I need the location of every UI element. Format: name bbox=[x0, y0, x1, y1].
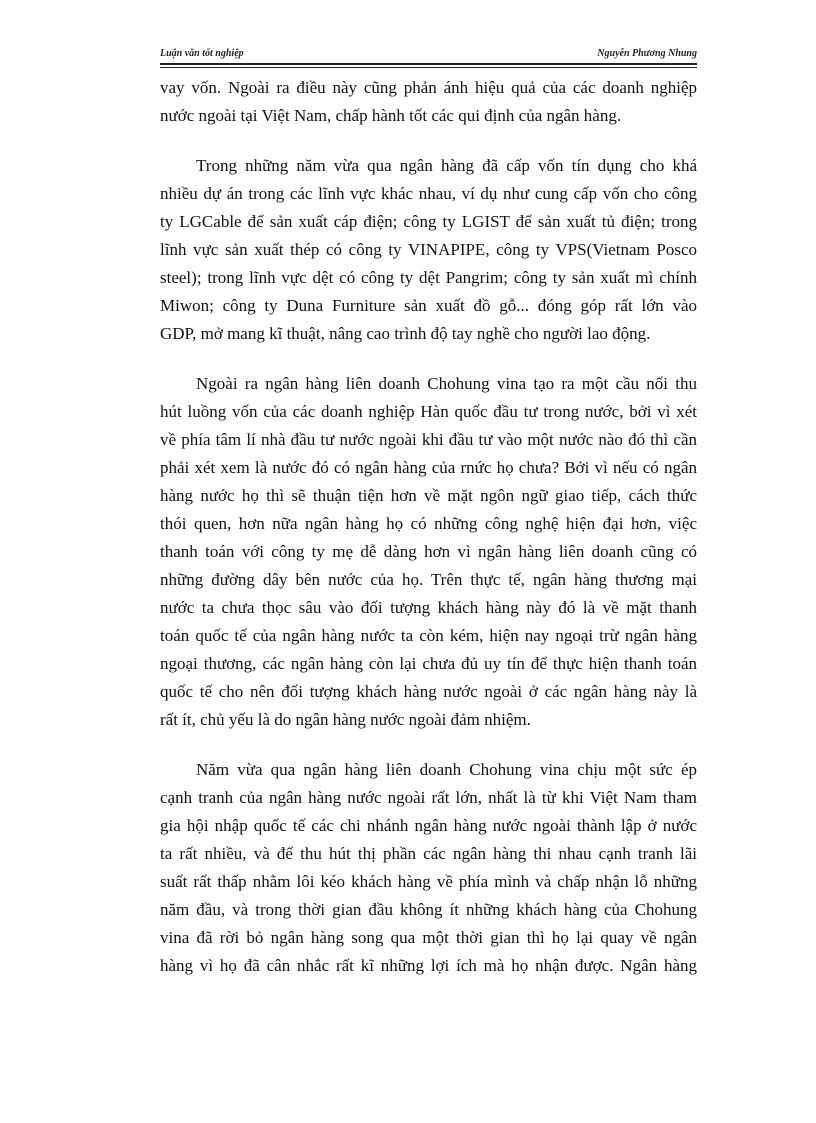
text-line: về phía tâm lí nhà đầu tư nước ngoài khi đầu tư vào một nước nào đó thì cần bbox=[160, 430, 697, 449]
text-line: steel); trong lĩnh vực dệt có công ty dệt Pangrim; công ty sản xuất mì chính bbox=[160, 268, 697, 287]
text-line: Miwon; công ty Duna Furniture sản xuất đồ gỗ... đóng góp rất lớn vào bbox=[160, 296, 697, 315]
text-line: phải xét xem là nước đó có ngân hàng của rnức họ chưa? Bởi vì nếu có ngân bbox=[160, 458, 697, 477]
text-line: cạnh tranh của ngân hàng nước ngoài rất lớn, nhất là từ khi Việt Nam tham bbox=[160, 788, 697, 807]
text-line: lĩnh vực sản xuất thép có công ty VINAPIPE, công ty VPS(Vietnam Posco bbox=[160, 240, 697, 259]
paragraph-1 bbox=[160, 74, 697, 130]
text-line: Ngoài ra ngân hàng liên doanh Chohung vina tạo ra một cầu nối thu bbox=[196, 374, 697, 393]
text-line: hàng nước họ thì sẽ thuận tiện hơn về mặt ngôn ngữ giao tiếp, cách thức bbox=[160, 486, 697, 505]
text-line: toán quốc tế của ngân hàng nước ta còn kém, hiện nay ngoại trừ ngân hàng bbox=[160, 626, 697, 645]
text-line: rất ít, chủ yếu là do ngân hàng nước ngoài đảm nhiệm. bbox=[160, 710, 531, 729]
text-line: ta rất nhiều, và để thu hút thị phần các ngân hàng thi nhau cạnh tranh lãi bbox=[160, 844, 697, 863]
text-line: những đường dây bên nước của họ. Trên thực tế, ngân hàng thương mại bbox=[160, 570, 697, 589]
text-line: hàng vì họ đã cân nhắc rất kĩ những lợi ích mà họ nhận được. Ngân hàng bbox=[160, 956, 697, 975]
header-thesis-label: Luận văn tốt nghiệp bbox=[160, 48, 244, 59]
paragraph-2 bbox=[160, 152, 697, 348]
text-line: Năm vừa qua ngân hàng liên doanh Chohung vina chịu một sức ép bbox=[196, 760, 697, 779]
text-line: nhiều dự án trong các lĩnh vực khác nhau, ví dụ như cung cấp vốn cho công bbox=[160, 184, 697, 203]
text-line: GDP, mở mang kĩ thuật, nâng cao trình độ tay nghề cho người lao động. bbox=[160, 324, 651, 343]
header-author-name: Nguyễn Phương Nhung bbox=[597, 48, 697, 59]
text-line: quốc tế cho nên đối tượng khách hàng nước ngoài ở các ngân hàng này là bbox=[160, 682, 697, 701]
paragraph-4 bbox=[160, 756, 697, 980]
text-line: vina đã rời bỏ ngân hàng song qua một thời gian thì họ lại quay về ngân bbox=[160, 928, 697, 947]
text-line: ty LGCable để sản xuất cáp điện; công ty LGIST để sản xuất tủ điện; trong bbox=[160, 212, 697, 231]
body-text bbox=[160, 74, 697, 1002]
text-line: thói quen, hơn nữa ngân hàng họ có những công nghệ hiện đại hơn, việc bbox=[160, 514, 697, 533]
text-line: nước ta chưa thọc sâu vào đối tượng khách hàng này đó là về mặt thanh bbox=[160, 598, 697, 617]
text-line: thanh toán với công ty mẹ dễ dàng hơn vì ngân hàng liên doanh cũng có bbox=[160, 542, 697, 561]
page-header bbox=[160, 44, 697, 64]
header-rule-thin bbox=[160, 67, 697, 68]
header-rule-thick bbox=[160, 63, 697, 65]
text-line: gia hội nhập quốc tế các chi nhánh ngân hàng nước ngoài thành lập ở nước bbox=[160, 816, 697, 835]
text-line: hút luồng vốn của các doanh nghiệp Hàn quốc đầu tư trong nước, bởi vì xét bbox=[160, 402, 697, 421]
text-line: năm đầu, và trong thời gian đầu không ít những khách hàng của Chohung bbox=[160, 900, 697, 919]
text-line: ngoại thương, các ngân hàng còn lại chưa đủ uy tín để thực hiện thanh toán bbox=[160, 654, 697, 673]
text-line: Trong những năm vừa qua ngân hàng đã cấp vốn tín dụng cho khá bbox=[196, 156, 697, 175]
text-line: suất rất thấp nhằm lôi kéo khách hàng về phía mình và chấp nhận lỗ những bbox=[160, 872, 697, 891]
text-line: vay vốn. Ngoài ra điều này cũng phản ánh hiệu quả của các doanh nghiệp bbox=[160, 78, 697, 97]
paragraph-3 bbox=[160, 370, 697, 734]
text-line: nước ngoài tại Việt Nam, chấp hành tốt các qui định của ngân hàng. bbox=[160, 106, 622, 125]
